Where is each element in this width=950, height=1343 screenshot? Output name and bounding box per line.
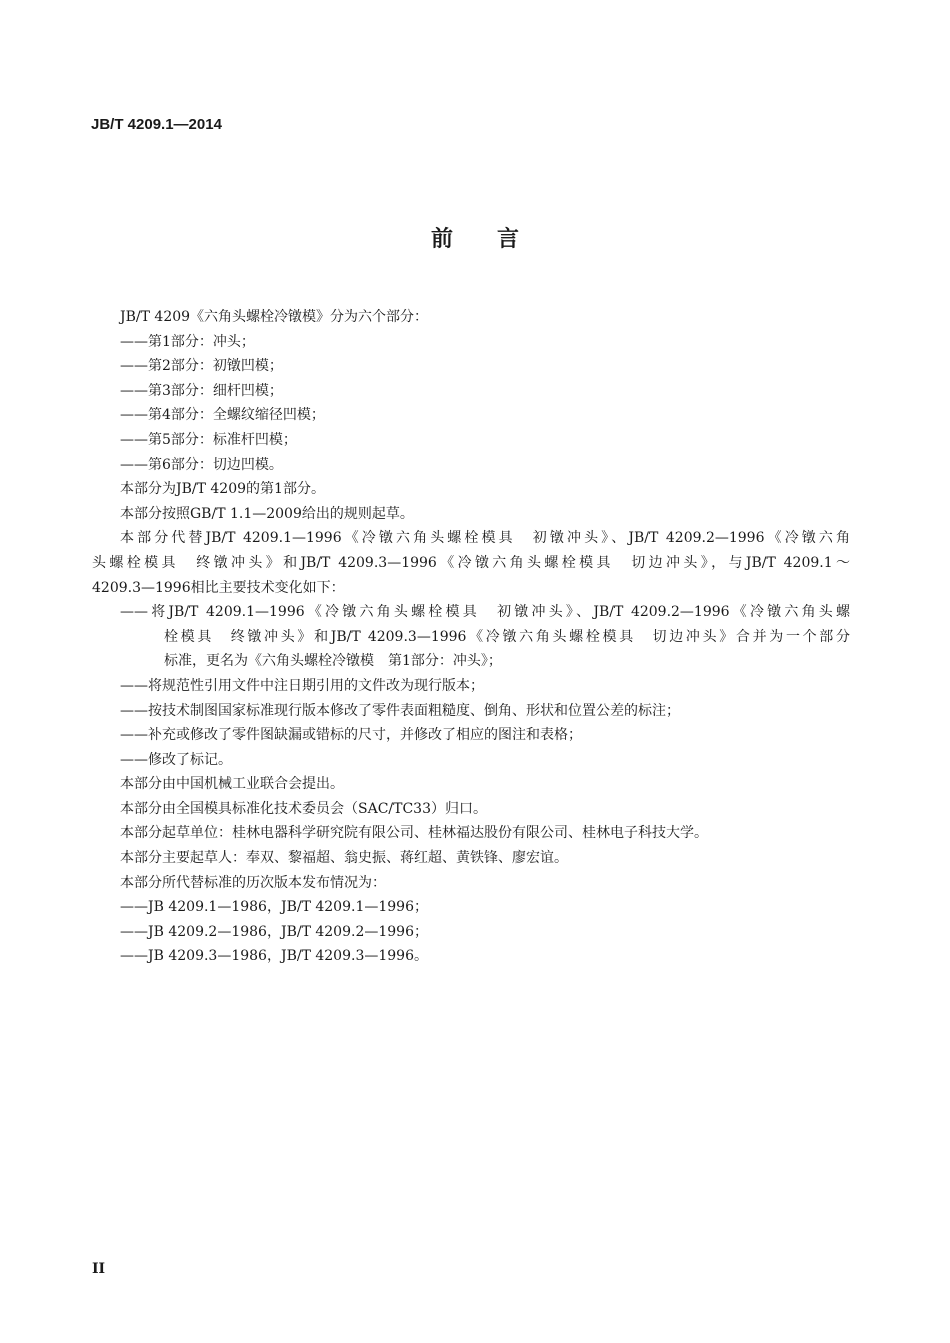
- drafters-paragraph: 本部分主要起草人：奉双、黎福超、翁史振、蒋红超、黄铁锋、廖宏谊。: [120, 850, 568, 867]
- intro-paragraph: JB/T 4209《六角头螺栓冷镦模》分为六个部分：: [120, 309, 429, 325]
- drafting-units-paragraph: 本部分起草单位：桂林电器科学研究院有限公司、桂林福达股份有限公司、桂林电子科技大学。: [120, 825, 708, 842]
- page-title: 前言: [430, 227, 563, 252]
- foreword-body: [92, 305, 850, 969]
- part-list-item: ——第1部分：冲头；: [120, 333, 255, 350]
- standard-number: JB/T 4209.1—2014: [91, 116, 222, 133]
- page-number: II: [92, 1261, 106, 1277]
- part-list-item: ——第5部分：标准杆凹模；: [120, 431, 297, 448]
- change-list-item: ——将规范性引用文件中注日期引用的文件改为现行版本；: [120, 677, 484, 694]
- part-list-item: ——第3部分：细杆凹模；: [120, 382, 283, 399]
- part-list-item: ——第4部分：全螺纹缩径凹模；: [120, 407, 325, 424]
- change-list-item: ——修改了标记。: [120, 751, 232, 768]
- part-list-item: ——第6部分：切边凹模。: [120, 456, 283, 473]
- replaces-paragraph-line: 4209.3—1996相比主要技术变化如下：: [92, 579, 345, 596]
- change-merge-line: ——将JB/T 4209.1—1996《冷镦六角头螺栓模具 初镦冲头》、JB/T 4209.2—1996《冷镦六角头螺: [120, 604, 850, 621]
- replaces-paragraph-line: 本部分代替JB/T 4209.1—1996《冷镦六角头螺栓模具 初镦冲头》、JB/T 4209.2—1996《冷镦六角: [120, 530, 850, 547]
- this-part-paragraph: 本部分为JB/T 4209的第1部分。: [120, 481, 325, 498]
- change-merge-line: 栓模具 终镦冲头》和JB/T 4209.3—1996《冷镦六角头螺栓模具 切边冲头》合并为一个部分: [164, 628, 850, 645]
- history-list-item: ——JB 4209.1—1986，JB/T 4209.1—1996；: [120, 899, 428, 916]
- history-intro-paragraph: 本部分所代替标准的历次版本发布情况为：: [120, 874, 386, 891]
- replaces-paragraph-line: 头螺栓模具 终镦冲头》和JB/T 4209.3—1996《冷镦六角头螺栓模具 切边冲头》，与JB/T 4209.1～: [92, 554, 850, 571]
- history-list-item: ——JB 4209.2—1986，JB/T 4209.2—1996；: [120, 923, 428, 940]
- change-merge-line: 标准，更名为《六角头螺栓冷镦模 第1部分：冲头》；: [164, 653, 502, 670]
- proposed-by-paragraph: 本部分由中国机械工业联合会提出。: [120, 776, 344, 793]
- centralized-by-paragraph: 本部分由全国模具标准化技术委员会（SAC/TC33）归口。: [120, 800, 487, 817]
- change-list-item: ——按技术制图国家标准现行版本修改了零件表面粗糙度、倒角、形状和位置公差的标注；: [120, 702, 680, 719]
- change-list-item: ——补充或修改了零件图缺漏或错标的尺寸，并修改了相应的图注和表格；: [120, 727, 582, 744]
- part-list-item: ——第2部分：初镦凹模；: [120, 358, 283, 375]
- drafting-rules-paragraph: 本部分按照GB/T 1.1—2009给出的规则起草。: [120, 505, 414, 522]
- history-list-item: ——JB 4209.3—1986，JB/T 4209.3—1996。: [120, 948, 428, 965]
